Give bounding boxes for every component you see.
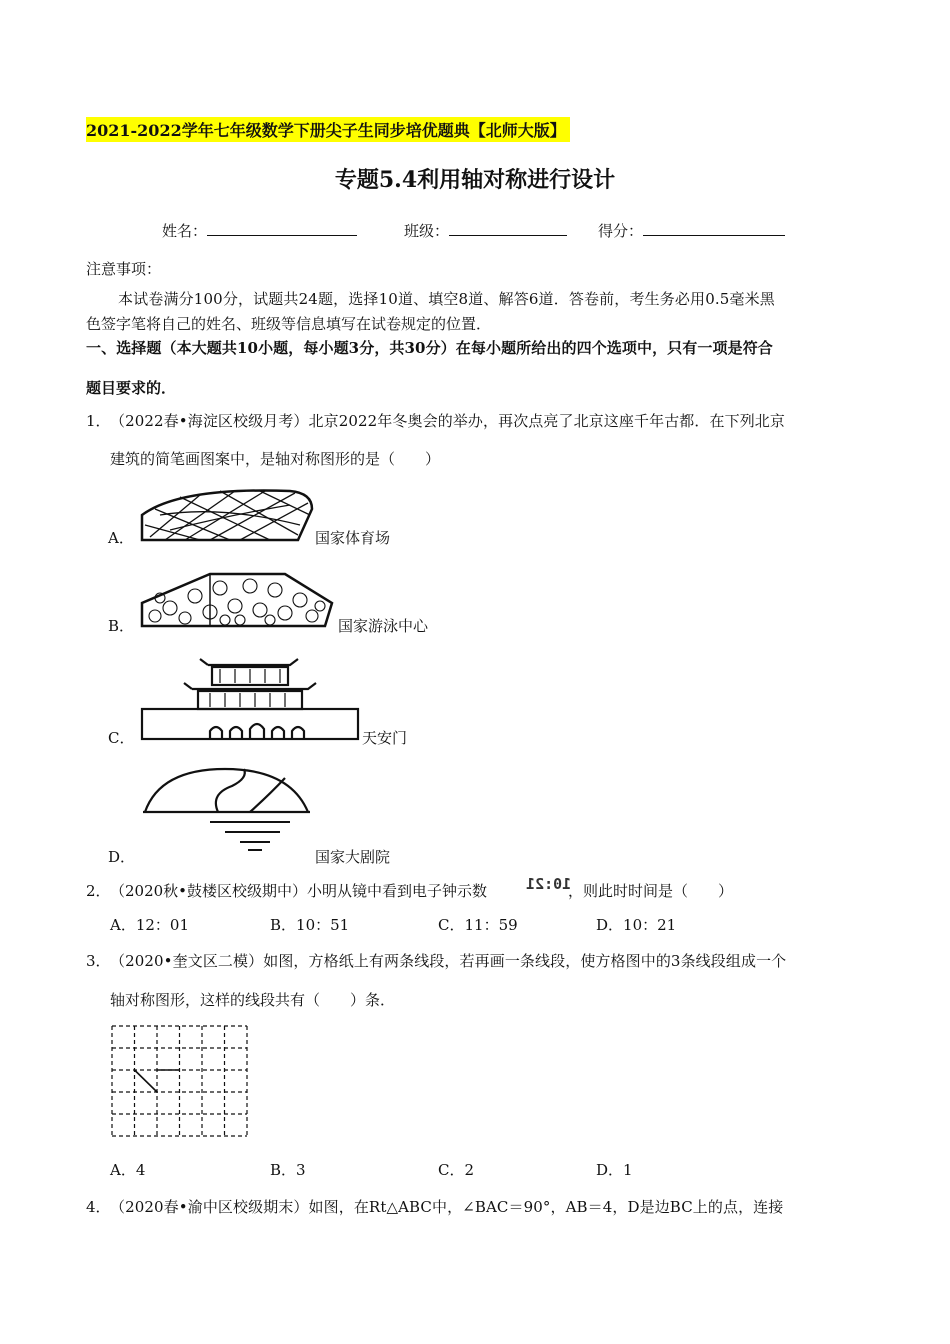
q3-option-b[interactable]: B．3	[270, 1161, 306, 1179]
q1-option-d-caption: 国家大剧院	[315, 848, 391, 866]
name-label: 姓名：	[162, 222, 208, 240]
q1-option-d-letter[interactable]: D．	[108, 848, 136, 866]
q3-option-c[interactable]: C．2	[438, 1161, 475, 1179]
water-cube-drawing	[140, 568, 335, 630]
q4-number: 4．	[86, 1198, 111, 1216]
name-field[interactable]	[162, 220, 357, 241]
class-label: 班级：	[404, 222, 450, 240]
name-line[interactable]	[207, 220, 357, 236]
grid-figure	[110, 1024, 250, 1138]
q2-option-d[interactable]: D．10：21	[596, 916, 677, 934]
section1-line1: 一、选择题（本大题共10小题，每小题3分，共30分）在每小题所给出的四个选项中，只有一项是符合	[86, 339, 773, 357]
mirrored-clock-image: 10:21	[526, 875, 572, 893]
q1-line1: （2022春•海淀区校级月考）北京2022年冬奥会的举办，再次点亮了北京这座千年古都．在下列北京	[110, 412, 785, 430]
q3-option-a[interactable]: A．4	[110, 1161, 146, 1179]
q1-option-a-letter[interactable]: A．	[108, 529, 134, 547]
q1-number: 1．	[86, 412, 111, 430]
q1-option-a-caption: 国家体育场	[315, 529, 391, 547]
header-tag: 2021-2022学年七年级数学下册尖子生同步培优题典【北师大版】	[86, 117, 570, 142]
score-line[interactable]	[643, 220, 785, 236]
q1-option-b-caption: 国家游泳中心	[338, 617, 429, 635]
notes-line1: 本试卷满分100分，试题共24题，选择10道、填空8道、解答6道．答卷前，考生务必用0.5毫米黑	[118, 290, 775, 308]
q2-text-after: ，则此时时间是（ ）	[568, 882, 734, 900]
q1-option-c-caption: 天安门	[362, 729, 408, 747]
q2-option-c[interactable]: C．11：59	[438, 916, 518, 934]
q2-text-before: （2020秋•鼓楼区校级期中）小明从镜中看到电子钟示数	[110, 882, 488, 900]
q4-line1: （2020春•渝中区校级期末）如图，在Rt△ABC中，∠BAC＝90°，AB＝4，D是边BC上的点，连接	[110, 1198, 784, 1216]
q3-line1: （2020•奎文区二模）如图，方格纸上有两条线段，若再画一条线段，使方格图中的3条线段组成一个	[110, 952, 787, 970]
q2-option-a[interactable]: A．12：01	[110, 916, 190, 934]
q1-option-b-letter[interactable]: B．	[108, 617, 135, 635]
stadium-drawing	[140, 485, 315, 545]
q3-number: 3．	[86, 952, 111, 970]
tiananmen-drawing	[140, 655, 362, 745]
q2-number: 2．	[86, 882, 111, 900]
class-line[interactable]	[449, 220, 567, 236]
q1-line2: 建筑的简笔画图案中，是轴对称图形的是（ ）	[110, 450, 441, 468]
class-field[interactable]	[404, 220, 567, 241]
q3-option-d[interactable]: D．1	[596, 1161, 633, 1179]
notes-heading: 注意事项：	[86, 260, 162, 278]
grand-theatre-drawing	[140, 764, 315, 859]
notes-line2: 色签字笔将自己的姓名、班级等信息填写在试卷规定的位置．	[86, 315, 492, 333]
q2-option-b[interactable]: B．10：51	[270, 916, 350, 934]
q1-option-c-letter[interactable]: C．	[108, 729, 135, 747]
q3-line2: 轴对称图形，这样的线段共有（ ）条．	[110, 991, 396, 1009]
score-label: 得分：	[598, 222, 644, 240]
section1-line2: 题目要求的．	[86, 379, 177, 397]
score-field[interactable]	[598, 220, 785, 241]
page-title: 专题5.4利用轴对称进行设计	[334, 167, 616, 193]
